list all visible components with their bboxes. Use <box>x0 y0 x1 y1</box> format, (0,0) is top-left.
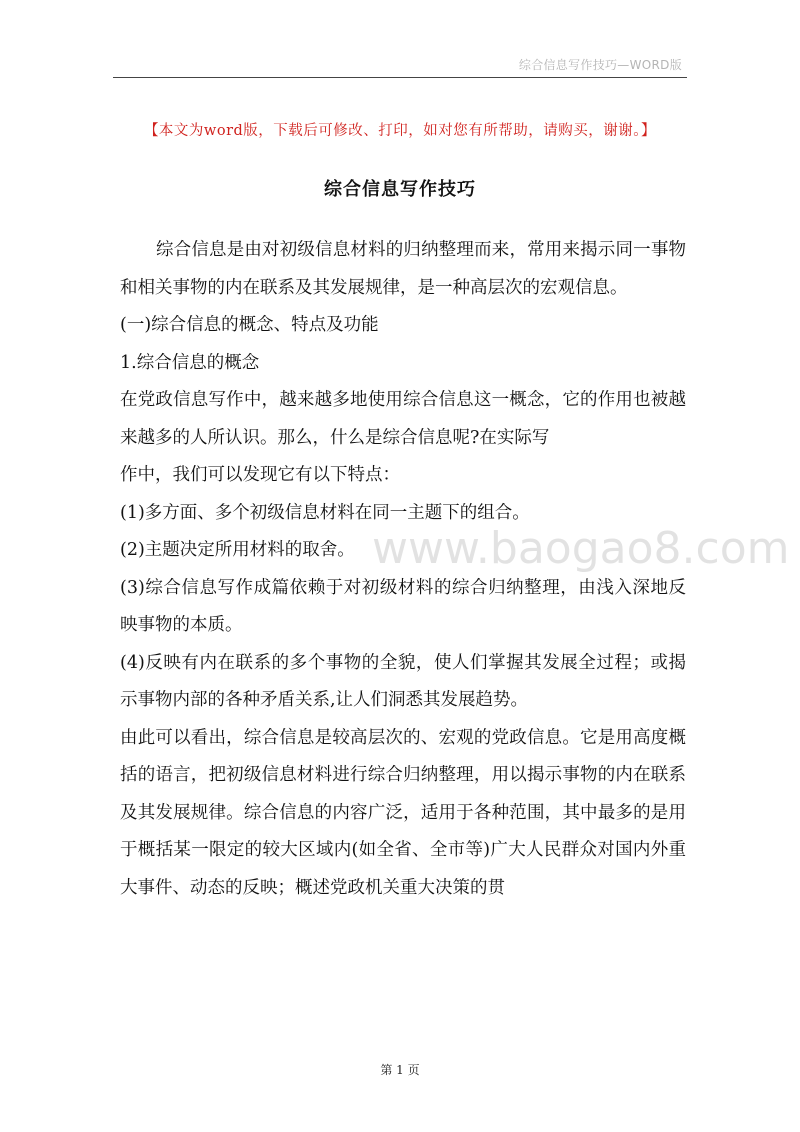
body-paragraph: 作中，我们可以发现它有以下特点： <box>120 465 400 485</box>
list-item: (1)多方面、多个初级信息材料在同一主题下的组合。 <box>120 502 530 523</box>
subsection-heading: 1.综合信息的概念 <box>120 352 260 373</box>
page-number: 第 1 页 <box>380 1063 420 1077</box>
body-paragraph: 在党政信息写作中，越来越多地使用综合信息这一概念，它的作用也被越来越多的人所认识。那么，什么是综合信息呢?在实际写 <box>120 390 686 448</box>
intro-paragraph: 综合信息是由对初级信息材料的归纳整理而来，常用来揭示同一事物和相关事物的内在联系及其发展规律，是一种高层次的宏观信息。 <box>120 240 686 298</box>
watermark: www.baogao8.com <box>372 523 790 574</box>
header-rule <box>113 77 687 78</box>
list-item: (2)主题决定所用材料的取舍。 <box>120 540 355 560</box>
document-title: 综合信息写作技巧 <box>324 179 476 200</box>
list-item: (4)反映有内在联系的多个事物的全貌，使人们掌握其发展全过程；或揭示事物内部的各种矛盾关系,让人们洞悉其发展趋势。 <box>120 652 686 710</box>
list-item: (3)综合信息写作成篇依赖于对初级材料的综合归纳整理，由浅入深地反映事物的本质。 <box>120 577 686 635</box>
section-heading: (一)综合信息的概念、特点及功能 <box>120 315 379 335</box>
body-paragraph: 由此可以看出，综合信息是较高层次的、宏观的党政信息。它是用高度概括的语言，把初级信息材料进行综合归纳整理，用以揭示事物的内在联系及其发展规律。综合信息的内容广泛，适用于各种范围，其中最多的是用于概括某一限定的较大区域内(如全省、全市等)广大人民群众对国内外重大事件、动态的反映；概述党政机关重大决策的贯 <box>120 727 686 898</box>
purchase-notice: 【本文为word版，下载后可修改、打印，如对您有所帮助，请购买，谢谢。】 <box>143 123 657 139</box>
running-header: 综合信息写作技巧—WORD版 <box>518 58 682 72</box>
